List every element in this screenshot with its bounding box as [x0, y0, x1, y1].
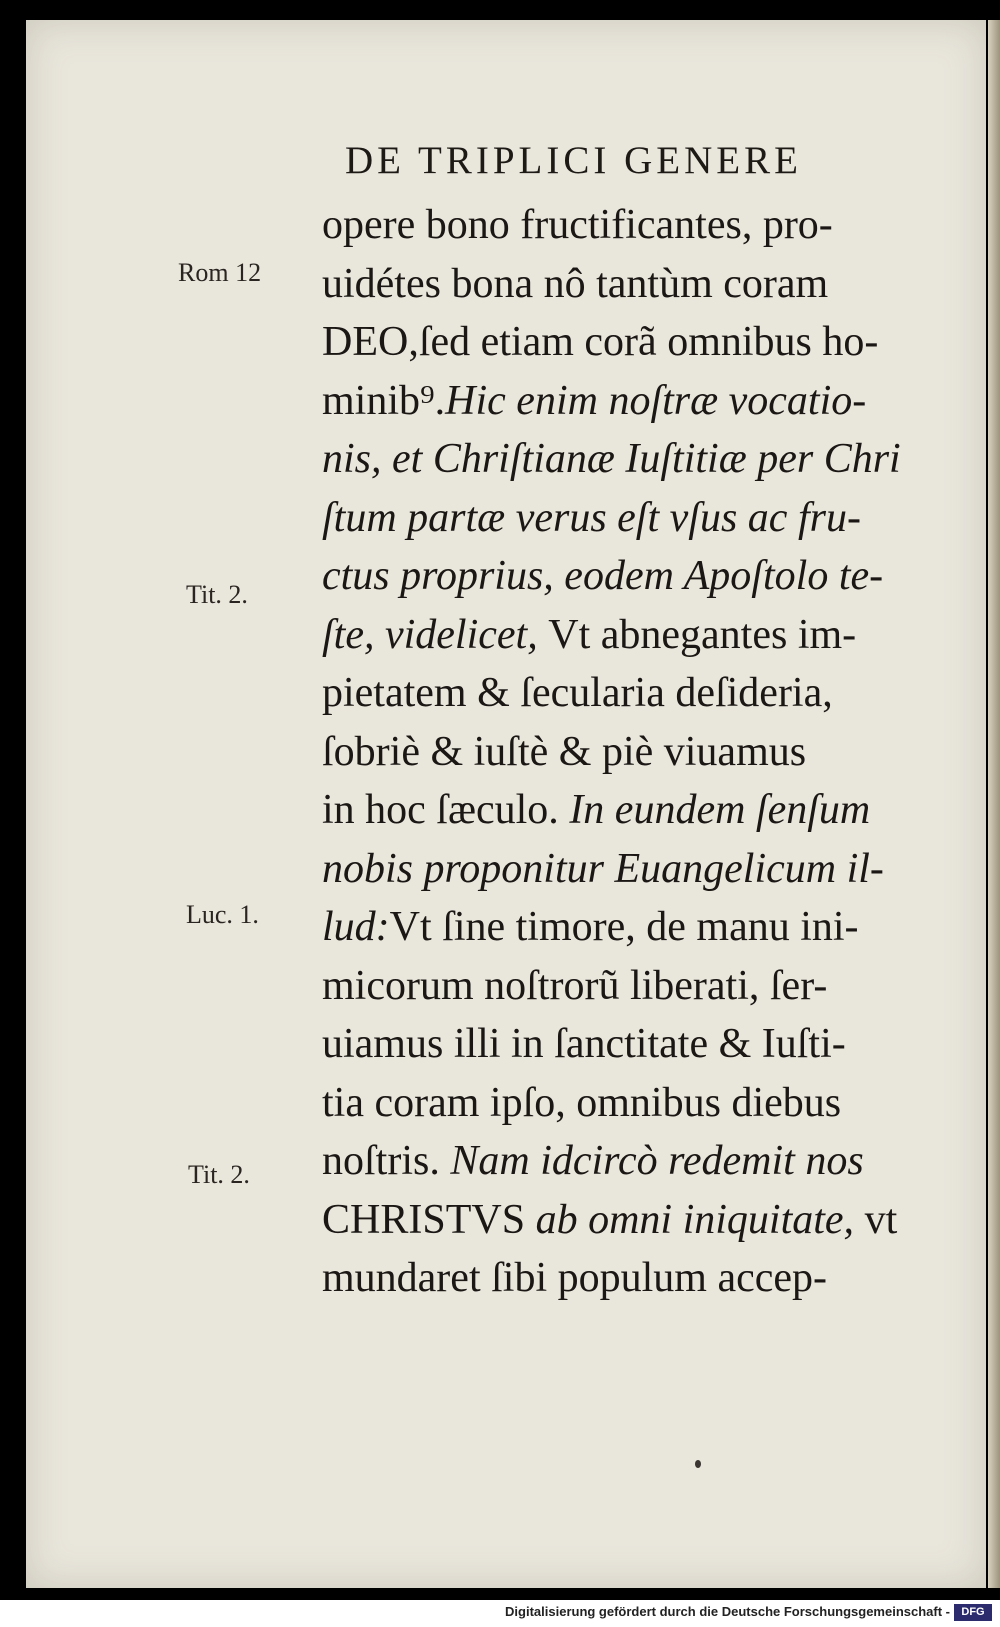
roman-text: uiamus illi in ſanctitate & Iuſti- — [322, 1021, 846, 1067]
text-line — [322, 196, 962, 255]
running-head: DE TRIPLICI GENERE — [345, 139, 802, 182]
italic-text: nis, et Chriſtianæ Iuſtitiæ per Chri — [322, 436, 901, 482]
margin-note-tit-2: Tit. 2. — [188, 1160, 250, 1189]
roman-text: in hoc ſæculo. — [322, 787, 570, 833]
roman-text: noſtris. — [322, 1138, 451, 1184]
text-line — [322, 1191, 962, 1250]
text-line — [322, 430, 962, 489]
text-line — [322, 840, 962, 899]
text-line — [322, 606, 962, 665]
roman-text: pietatem & ſecularia deſideria, — [322, 670, 833, 716]
text-line — [322, 898, 962, 957]
margin-note-luc: Luc. 1. — [186, 900, 259, 929]
italic-text: ab omni iniquitate, — [535, 1196, 865, 1243]
text-line — [322, 1074, 962, 1133]
roman-text: micorum noſtrorũ liberati, ſer- — [322, 962, 828, 1009]
roman-text: DEO,ſed etiam corã omnibus ho- — [322, 319, 879, 365]
text-line — [322, 781, 962, 840]
roman-text: tia coram ipſo, omnibus diebus — [322, 1079, 842, 1126]
text-line — [322, 723, 962, 782]
italic-text: ſtum partæ verus eſt vſus ac fru- — [322, 494, 861, 541]
margin-note-tit: Tit. 2. — [186, 580, 248, 609]
footer-bar — [0, 1600, 1000, 1627]
italic-text: ctus proprius, eodem Apoſtolo te- — [322, 553, 884, 599]
roman-text: mundaret ſibi populum accep- — [322, 1255, 828, 1301]
roman-text: minib⁹. — [322, 377, 446, 424]
italic-text: Nam idcircò redemit nos — [450, 1138, 864, 1184]
dfg-logo: DFG — [954, 1604, 992, 1621]
text-line — [322, 313, 962, 372]
italic-text: lud: — [322, 904, 390, 950]
text-line — [322, 1132, 962, 1191]
text-line — [322, 372, 962, 431]
roman-text: uidétes bona nô tantùm coram — [322, 260, 829, 307]
text-line — [322, 664, 962, 723]
text-line — [322, 1249, 962, 1308]
italic-text: nobis proponitur Euangelicum il- — [322, 845, 884, 892]
roman-text: Vt abnegantes im- — [548, 611, 857, 658]
ink-spot — [695, 1460, 701, 1468]
italic-text: Hic enim noſtræ vocatio- — [445, 377, 867, 424]
roman-text: vt — [864, 1196, 898, 1243]
text-line — [322, 489, 962, 548]
text-line — [322, 255, 962, 314]
text-line — [322, 1015, 962, 1074]
body-text — [322, 196, 962, 1308]
text-line — [322, 547, 962, 606]
roman-text: ſobriè & iuſtè & piè viuamus — [322, 728, 807, 775]
page-edge — [988, 20, 1000, 1588]
text-line — [322, 957, 962, 1016]
italic-text: In eundem ſenſum — [569, 787, 871, 833]
roman-text: CHRISTVS — [322, 1196, 536, 1243]
roman-text: opere bono fructificantes, pro- — [322, 202, 833, 248]
roman-text: Vt ſine timore, de manu ini- — [389, 904, 859, 950]
margin-note-rom: Rom 12 — [178, 258, 262, 287]
funding-notice: Digitalisierung gefördert durch die Deutsche Forschungsgemeinschaft - — [505, 1604, 950, 1619]
italic-text: ſte, videlicet, — [322, 611, 549, 658]
